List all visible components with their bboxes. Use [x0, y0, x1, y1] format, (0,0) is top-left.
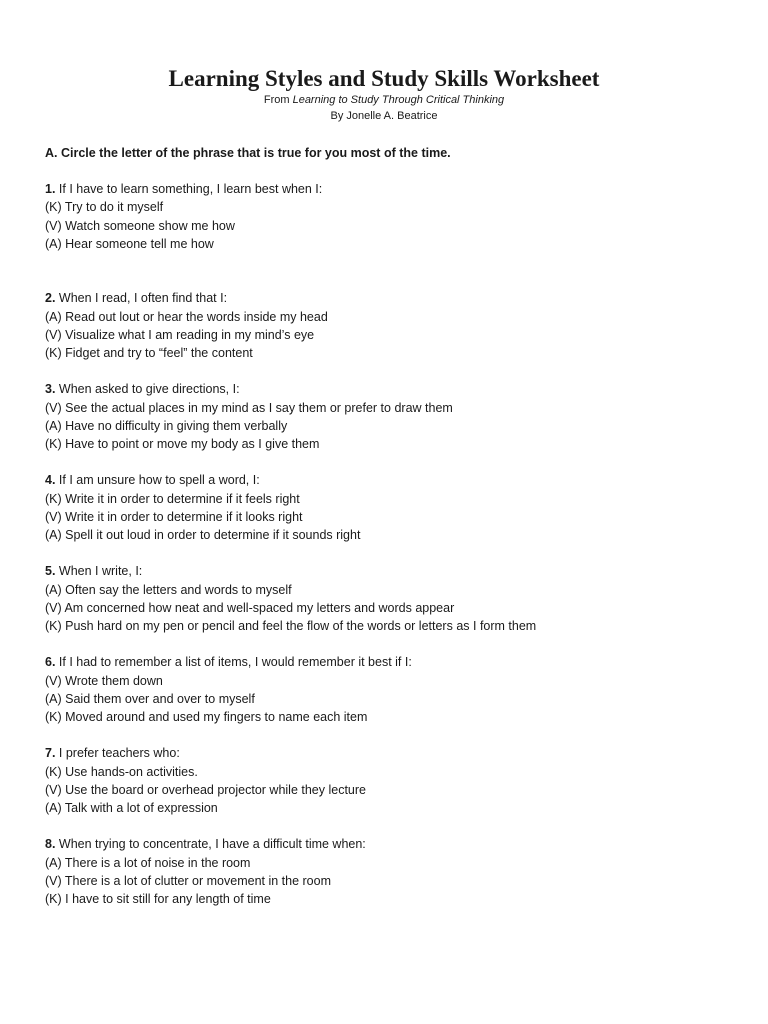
question-prompt — [45, 562, 745, 580]
question-3 — [45, 380, 745, 453]
answer-option: (V) Write it in order to determine if it looks right — [45, 509, 303, 524]
question-8 — [45, 835, 745, 908]
question-6 — [45, 653, 745, 726]
answer-option: (K) Moved around and used my fingers to name each item — [45, 710, 368, 725]
answer-option: (A) Hear someone tell me how — [45, 236, 214, 251]
question-text: If I have to learn something, I learn best when I: — [55, 182, 323, 197]
answer-option: (K) Fidget and try to “feel” the content — [45, 346, 253, 361]
answer-option: (V) See the actual places in my mind as I say them or prefer to draw them — [45, 400, 453, 415]
answer-option: (V) Am concerned how neat and well-spaced my letters and words appear — [45, 600, 455, 615]
answer-option: (K) Push hard on my pen or pencil and feel the flow of the words or letters as I form them — [45, 619, 537, 634]
question-text: I prefer teachers who: — [55, 746, 180, 761]
question-text: When I write, I: — [55, 564, 143, 579]
question-number: 7. — [45, 746, 56, 761]
question-number: 6. — [45, 655, 56, 670]
page-title: Learning Styles and Study Skills Worksheet — [168, 66, 600, 91]
answer-option: (V) Watch someone show me how — [45, 218, 235, 233]
answer-option: (A) Have no difficulty in giving them verbally — [45, 418, 288, 433]
question-prompt — [45, 744, 745, 762]
answer-option: (A) Said them over and over to myself — [45, 691, 255, 706]
question-text: If I had to remember a list of items, I would remember it best if I: — [55, 655, 412, 670]
question-text: When asked to give directions, I: — [55, 382, 240, 397]
answer-option: (V) Visualize what I am reading in my mind’s eye — [45, 327, 315, 342]
book-title: Learning to Study Through Critical Thinking — [292, 94, 505, 106]
answer-option: (K) Try to do it myself — [45, 200, 164, 215]
worksheet-body — [45, 144, 745, 926]
question-7 — [45, 744, 745, 817]
question-number: 3. — [45, 382, 56, 397]
answer-option: (K) Write it in order to determine if it feels right — [45, 491, 300, 506]
question-number: 4. — [45, 473, 56, 488]
answer-option: (K) Have to point or move my body as I give them — [45, 437, 320, 452]
question-2 — [45, 289, 745, 362]
answer-option: (K) I have to sit still for any length of time — [45, 892, 271, 907]
question-prompt — [45, 380, 745, 398]
answer-option: (V) There is a lot of clutter or movement in the room — [45, 873, 331, 888]
answer-option: (A) Read out lout or hear the words inside my head — [45, 309, 328, 324]
answer-option: (K) Use hands-on activities. — [45, 764, 198, 779]
question-prompt — [45, 653, 745, 671]
question-number: 1. — [45, 182, 56, 197]
source-prefix: From — [263, 94, 293, 106]
answer-option: (A) Spell it out loud in order to determine if it sounds right — [45, 528, 361, 543]
question-number: 2. — [45, 291, 56, 306]
answer-option: (A) There is a lot of noise in the room — [45, 855, 251, 870]
source-line — [0, 93, 768, 108]
question-number: 8. — [45, 837, 56, 852]
question-text: If I am unsure how to spell a word, I: — [55, 473, 260, 488]
question-1 — [45, 180, 745, 253]
section-instruction: A. Circle the letter of the phrase that is true for you most of the time. — [45, 146, 451, 160]
question-prompt — [45, 180, 745, 198]
answer-option: (V) Wrote them down — [45, 673, 163, 688]
answer-option: (A) Talk with a lot of expression — [45, 801, 218, 816]
question-5 — [45, 562, 745, 635]
question-text: When trying to concentrate, I have a difficult time when: — [55, 837, 366, 852]
question-4 — [45, 471, 745, 544]
question-text: When I read, I often find that I: — [55, 291, 228, 306]
question-prompt — [45, 471, 745, 489]
answer-option: (A) Often say the letters and words to myself — [45, 582, 292, 597]
question-number: 5. — [45, 564, 56, 579]
question-prompt — [45, 835, 745, 853]
author-line: By Jonelle A. Beatrice — [330, 110, 438, 122]
answer-option: (V) Use the board or overhead projector while they lecture — [45, 782, 366, 797]
question-prompt — [45, 289, 745, 307]
